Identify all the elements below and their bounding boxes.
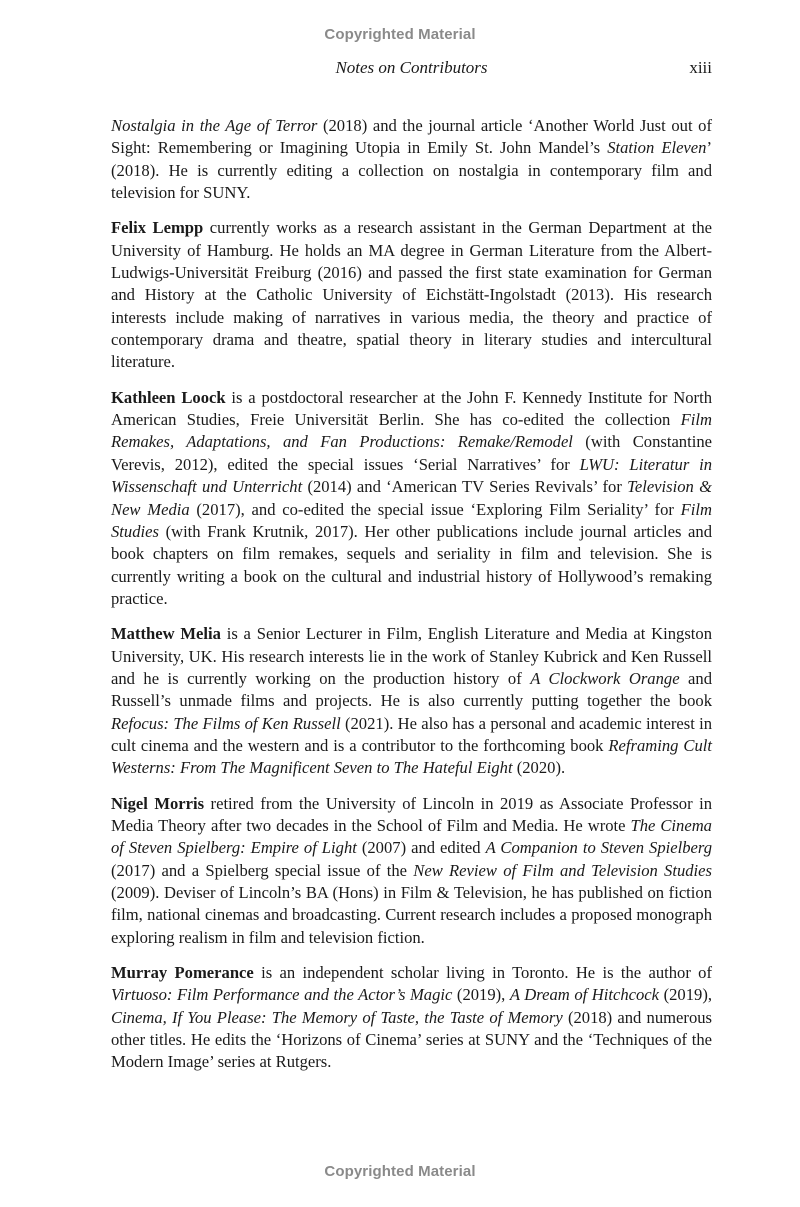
contributor-entry xyxy=(111,217,712,373)
contributor-name: Kathleen Loock xyxy=(111,387,226,407)
contributors-list xyxy=(111,115,712,1087)
running-head xyxy=(111,58,712,82)
work-title: A Clockwork Orange xyxy=(530,668,680,688)
work-title: Cinema, If You Please: The Memory of Taste, the Taste of Memory xyxy=(111,1007,563,1027)
work-title: Refocus: The Films of Ken Russell xyxy=(111,713,341,733)
work-title: LWU: Literatur in Wissenschaft und Unterricht xyxy=(111,454,712,497)
contributor-name: Nigel Morris xyxy=(111,793,205,813)
work-title: Film Remakes, Adaptations, and Fan Productions: Remake/Remodel xyxy=(111,410,712,452)
bio-text: is a Senior Lecturer in Film, English Literature and Media at Kingston University, UK. His research interests lie in the work of Stanley Kubrick and Ken Russell and he is currently working on the production history of xyxy=(111,624,712,688)
bio-text: (2014) and ‘American TV Series Revivals’ for xyxy=(302,477,628,497)
bio-text: (2020). xyxy=(512,758,566,778)
work-title: Reframing Cult Westerns: From The Magnificent Seven to The Hateful Eight xyxy=(111,735,713,778)
contributor-entry xyxy=(111,115,712,204)
contributor-name: Matthew Melia xyxy=(111,624,221,644)
page-number: xiii xyxy=(689,58,712,77)
work-title: A Dream of Hitchcock xyxy=(509,985,660,1005)
copyright-watermark-bottom: Copyrighted Material xyxy=(324,1163,476,1180)
bio-text: (2018) and the journal article ‘Another World Just out of Sight: Remembering or Imagining Utopia in Emily St. John Mandel’s xyxy=(111,116,712,158)
bio-text: (2019), xyxy=(659,985,712,1005)
bio-text: (2017) and a Spielberg special issue of the xyxy=(111,860,414,880)
copyright-watermark-top: Copyrighted Material xyxy=(324,26,476,43)
contributor-name: Felix Lempp xyxy=(111,218,204,238)
work-title: Virtuoso: Film Performance and the Actor’s Magic xyxy=(111,985,453,1005)
contributor-entry xyxy=(111,962,712,1074)
bio-text: and Russell’s unmade films and projects. He is also currently putting together the book xyxy=(111,668,712,711)
contributor-entry xyxy=(111,793,712,949)
bio-text: (2019), xyxy=(452,985,510,1005)
work-title: Television & New Media xyxy=(111,477,712,519)
work-title: Film Studies xyxy=(111,499,713,541)
contributor-entry xyxy=(111,623,712,779)
bio-text: is an independent scholar living in Toronto. He is the author of xyxy=(253,963,712,983)
bio-text: is a postdoctoral researcher at the John F. Kennedy Institute for North American Studies, Freie Universität Berlin. She has co-edited the collection xyxy=(111,387,712,430)
contributor-entry xyxy=(111,387,712,610)
contributor-name: Murray Pomerance xyxy=(111,963,254,983)
bio-text: (2018) and numerous other titles. He edits the ‘Horizons of Cinema’ series at SUNY and the ‘Techniques of the Modern Image’ series at Rutgers. xyxy=(111,1007,712,1072)
bio-text: ’ (2018). He is currently editing a collection on nostalgia in contemporary film and television for SUNY. xyxy=(111,138,712,203)
work-title: Nostalgia in the Age of Terror xyxy=(111,116,318,135)
work-title: The Cinema of Steven Spielberg: Empire of Light xyxy=(111,815,712,858)
bio-text: (2017), and co-edited the special issue ‘Exploring Film Seriality’ for xyxy=(189,499,681,519)
bio-text: retired from the University of Lincoln in 2019 as Associate Professor in Media Theory after two decades in the School of Film and Media. He wrote xyxy=(111,793,712,835)
bio-text: currently works as a research assistant in the German Department at the University of Hamburg. He holds an MA degree in German Literature from the Albert-Ludwigs-Universität Freiburg (2016) and passed the first state examination for German and History at the Catholic University of Eichstätt-Ingolstadt (2013). His research interests include making of narratives in various media, the theory and practice of contemporary drama and theatre, spatial theory in literary studies and intercultural literature. xyxy=(111,218,712,372)
work-title: Station Eleven xyxy=(607,138,707,158)
running-head-title: Notes on Contributors xyxy=(335,58,488,77)
bio-text: (with Constantine Verevis, 2012), edited the special issues ‘Serial Narratives’ for xyxy=(111,432,712,474)
bio-text: (2007) and edited xyxy=(356,838,486,858)
work-title: A Companion to Steven Spielberg xyxy=(485,838,713,858)
bio-text: (2021). He also has a personal and academic interest in cult cinema and the western and is a contributor to the forthcoming book xyxy=(111,713,712,755)
work-title: New Review of Film and Television Studies xyxy=(413,860,712,880)
bio-text: (2009). Deviser of Lincoln’s BA (Hons) in Film & Television, he has published on fiction film, national cinemas and broadcasting. Current research includes a proposed monograph exploring realism in film and television fiction. xyxy=(111,883,712,947)
bio-text: (with Frank Krutnik, 2017). Her other publications include journal articles and book chapters on film remakes, sequels and seriality in film and television. She is currently writing a book on the cultural and industrial history of Hollywood’s remaking practice. xyxy=(111,521,712,608)
